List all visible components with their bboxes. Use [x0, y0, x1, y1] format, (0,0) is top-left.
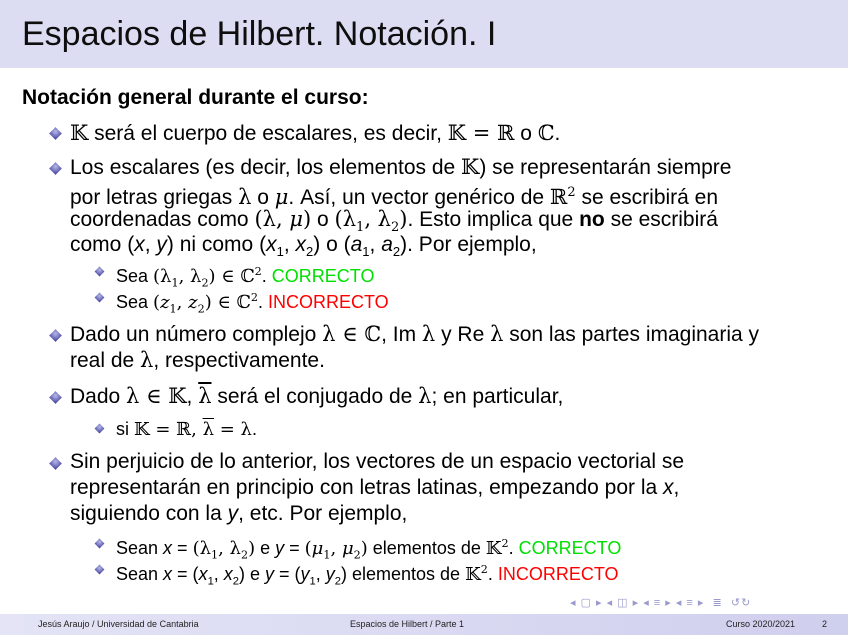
bullet-2-line-2: por letras griegas λ o μ. Así, un vector genérico de ℝ$^2$ se escribirá en [70, 185, 719, 209]
example-incorrect: Sea ($z_1$, $z_2$) ∈ ℂ$^2$. INCORRECTO [116, 291, 389, 316]
slide-title: Espacios de Hilbert. Notación. I [22, 15, 497, 53]
bullet-5-line-2: representarán en principio con letras latinas, empezando por la x, [70, 476, 680, 499]
bullet-icon [49, 162, 62, 175]
sub-bullet-icon [95, 424, 105, 434]
bullet-2-line-1: Los escalares (es decir, los elementos de 𝕂) se representarán siempre [70, 155, 732, 179]
bullet-4-text: Dado λ ∈ 𝕂, $\overline{\lambda}$ será el conjugado de λ; en particular, [70, 384, 564, 408]
conjugate-example: si 𝕂 = ℝ, $\overline{\lambda} = \lambda$. [116, 419, 257, 440]
example-correct: Sea ($\lambda_1$, $\lambda_2$) ∈ ℂ$^2$. CORRECTO [116, 265, 375, 290]
footer-title: Espacios de Hilbert / Parte 1 [350, 619, 465, 629]
vector-example-incorrect: Sean $x = (x_1$, $x_2$) e $y = (y_1$, $y_2$) elementos de 𝕂$^2$. INCORRECTO [116, 563, 619, 588]
footer-course: Curso 2020/2021 [726, 619, 796, 629]
beamer-navigation-icons[interactable]: ◂ ▢ ▸ ◂ ◫ ▸ ◂ ≡ ▸ ◂ ≡ ▸ ≣ ↺↻ [570, 597, 752, 609]
bullet-2-line-4: como (x, y) ni como ($x_1$, $x_2$) o ($a_1$, $a_2$). Por ejemplo, [70, 233, 537, 260]
sub-bullet-icon [95, 293, 105, 303]
footer-author: Jesús Araujo / Universidad de Cantabria [38, 619, 199, 629]
bullet-5-line-1: Sin perjuicio de lo anterior, los vectores de un espacio vectorial se [70, 450, 685, 473]
sub-bullet-icon [95, 565, 105, 575]
bullet-icon [49, 391, 62, 404]
bullet-icon [49, 457, 62, 470]
footer-page-number: 2 [822, 619, 828, 629]
bullet-icon [49, 329, 62, 342]
section-heading: Notación general durante el curso: [22, 86, 369, 109]
bullet-1-text: 𝕂 será el cuerpo de escalares, es decir, 𝕂 = ℝ o ℂ. [70, 121, 561, 145]
vector-example-correct: Sean $x = (\lambda_1$, $\lambda_2$) e $y = (\mu_1$, $\mu_2$) elementos de 𝕂$^2$. CORRECTO [116, 537, 622, 562]
sub-bullet-icon [95, 539, 105, 549]
sub-bullet-icon [95, 267, 105, 277]
bullet-icon [49, 127, 62, 140]
bullet-5-line-3: siguiendo con la y, etc. Por ejemplo, [70, 502, 408, 525]
bullet-3-line-1: Dado un número complejo λ ∈ ℂ, Im λ y Re λ son las partes imaginaria y [70, 322, 760, 346]
bullet-3-line-2: real de λ, respectivamente. [70, 348, 325, 372]
bullet-2-line-3: coordenadas como (λ, μ) o ($\lambda_1$, $\lambda_2$). Esto implica que no se escribirá [70, 207, 718, 236]
